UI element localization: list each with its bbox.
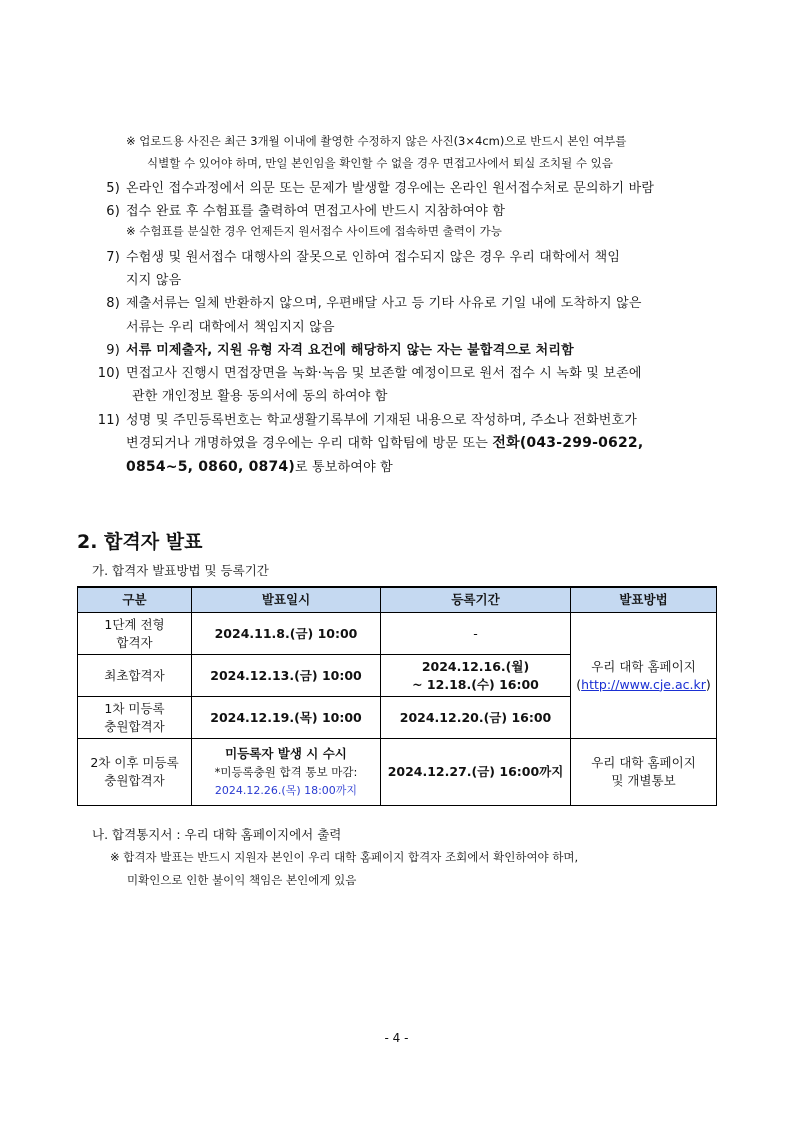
ticket-note: ※ 수험표를 분실한 경우 언제든지 원서접수 사이트에 접속하면 출력이 가능 [126, 224, 502, 238]
announce-date-cell: 2024.11.8.(금) 10:00 [192, 613, 381, 655]
registration-cell: 2024.12.27.(금) 16:00까지 [381, 739, 571, 806]
phone-number: 전화(043-299-0622, [492, 435, 644, 451]
table-row [78, 739, 717, 806]
announce-method-cell: 우리 대학 홈페이지 및 개별통보 [571, 739, 717, 806]
item-11-line3: 0854~5, 0860, 0874)로 통보하여야 함 [126, 459, 393, 475]
photo-note-line1: ※ 업로드용 사진은 최근 3개월 이내에 촬영한 수정하지 않은 사진(3×4cm)으로 반드시 본인 여부를 [126, 134, 627, 148]
photo-note-line2: 식별할 수 있어야 하며, 만일 본인임을 확인할 수 없을 경우 면접고사에서 퇴실 조치될 수 있음 [147, 156, 613, 170]
category-cell: 1단계 전형 합격자 [78, 613, 192, 655]
announce-date-cell: 미등록자 발생 시 수시 *미등록충원 합격 통보 마감: 2024.12.26.(목) 18:00까지 [192, 739, 381, 806]
announce-date-cell: 2024.12.19.(목) 10:00 [192, 697, 381, 739]
item-10: 10) 면접고사 진행시 면접장면을 녹화·녹음 및 보존할 예정이므로 원서 접수 시 녹화 및 보존에 [97, 366, 642, 381]
item-10-line2: 관한 개인정보 활용 동의서에 동의 하여야 함 [132, 389, 388, 404]
table-row [78, 613, 717, 655]
header-announce-method: 발표방법 [571, 587, 717, 613]
result-note-line1: ※ 합격자 발표는 반드시 지원자 본인이 우리 대학 홈페이지 합격자 조회에서 확인하여야 하며, [110, 850, 579, 864]
item-7-line2: 지지 않음 [126, 273, 182, 288]
category-cell: 최초합격자 [78, 655, 192, 697]
deadline-date: 2024.12.26.(목) 18:00까지 [214, 783, 358, 797]
header-registration-period: 등록기간 [381, 587, 571, 613]
subsection-b: 나. 합격통지서 : 우리 대학 홈페이지에서 출력 [92, 827, 342, 842]
table-header-row [78, 587, 717, 613]
registration-cell: - [381, 613, 571, 655]
item-6: 6) 접수 완료 후 수험표를 출력하여 면접고사에 반드시 지참하여야 함 [106, 204, 506, 219]
item-7: 7) 수험생 및 원서접수 대행사의 잘못으로 인하여 접수되지 않은 경우 우리 대학에서 책임 [106, 250, 621, 265]
page-number: - 4 - [384, 1031, 409, 1045]
item-9: 9) 서류 미제출자, 지원 유형 자격 요건에 해당하지 않는 자는 불합격으로 처리함 [106, 343, 574, 358]
phone-extensions: 0854~5, 0860, 0874) [126, 459, 295, 475]
homepage-link[interactable]: http://www.cje.ac.kr [581, 676, 706, 692]
announce-method-cell: 우리 대학 홈페이지 (http://www.cje.ac.kr) [571, 613, 717, 739]
header-announce-date: 발표일시 [192, 587, 381, 613]
result-note-line2: 미확인으로 인한 불이익 책임은 본인에게 있음 [127, 873, 357, 887]
registration-cell: 2024.12.16.(월) ~ 12.18.(수) 16:00 [381, 655, 571, 697]
section-title: 2. 합격자 발표 [77, 531, 203, 553]
category-cell: 1차 미등록 충원합격자 [78, 697, 192, 739]
registration-cell: 2024.12.20.(금) 16:00 [381, 697, 571, 739]
item-5: 5) 온라인 접수과정에서 의문 또는 문제가 발생할 경우에는 온라인 원서접수처로 문의하기 바람 [106, 181, 655, 196]
item-8-line2: 서류는 우리 대학에서 책임지지 않음 [126, 320, 335, 335]
subsection-a: 가. 합격자 발표방법 및 등록기간 [92, 563, 269, 578]
schedule-table [77, 586, 717, 806]
category-cell: 2차 이후 미등록 충원합격자 [78, 739, 192, 806]
announce-date-cell: 2024.12.13.(금) 10:00 [192, 655, 381, 697]
item-11-line2: 변경되거나 개명하였을 경우에는 우리 대학 입학팀에 방문 또는 전화(043-299-0622, [126, 435, 644, 451]
item-8: 8) 제출서류는 일체 반환하지 않으며, 우편배달 사고 등 기타 사유로 기일 내에 도착하지 않은 [106, 296, 642, 311]
item-11: 11) 성명 및 주민등록번호는 학교생활기록부에 기재된 내용으로 작성하며, 주소나 전화번호가 [97, 413, 638, 428]
header-category: 구분 [78, 587, 192, 613]
